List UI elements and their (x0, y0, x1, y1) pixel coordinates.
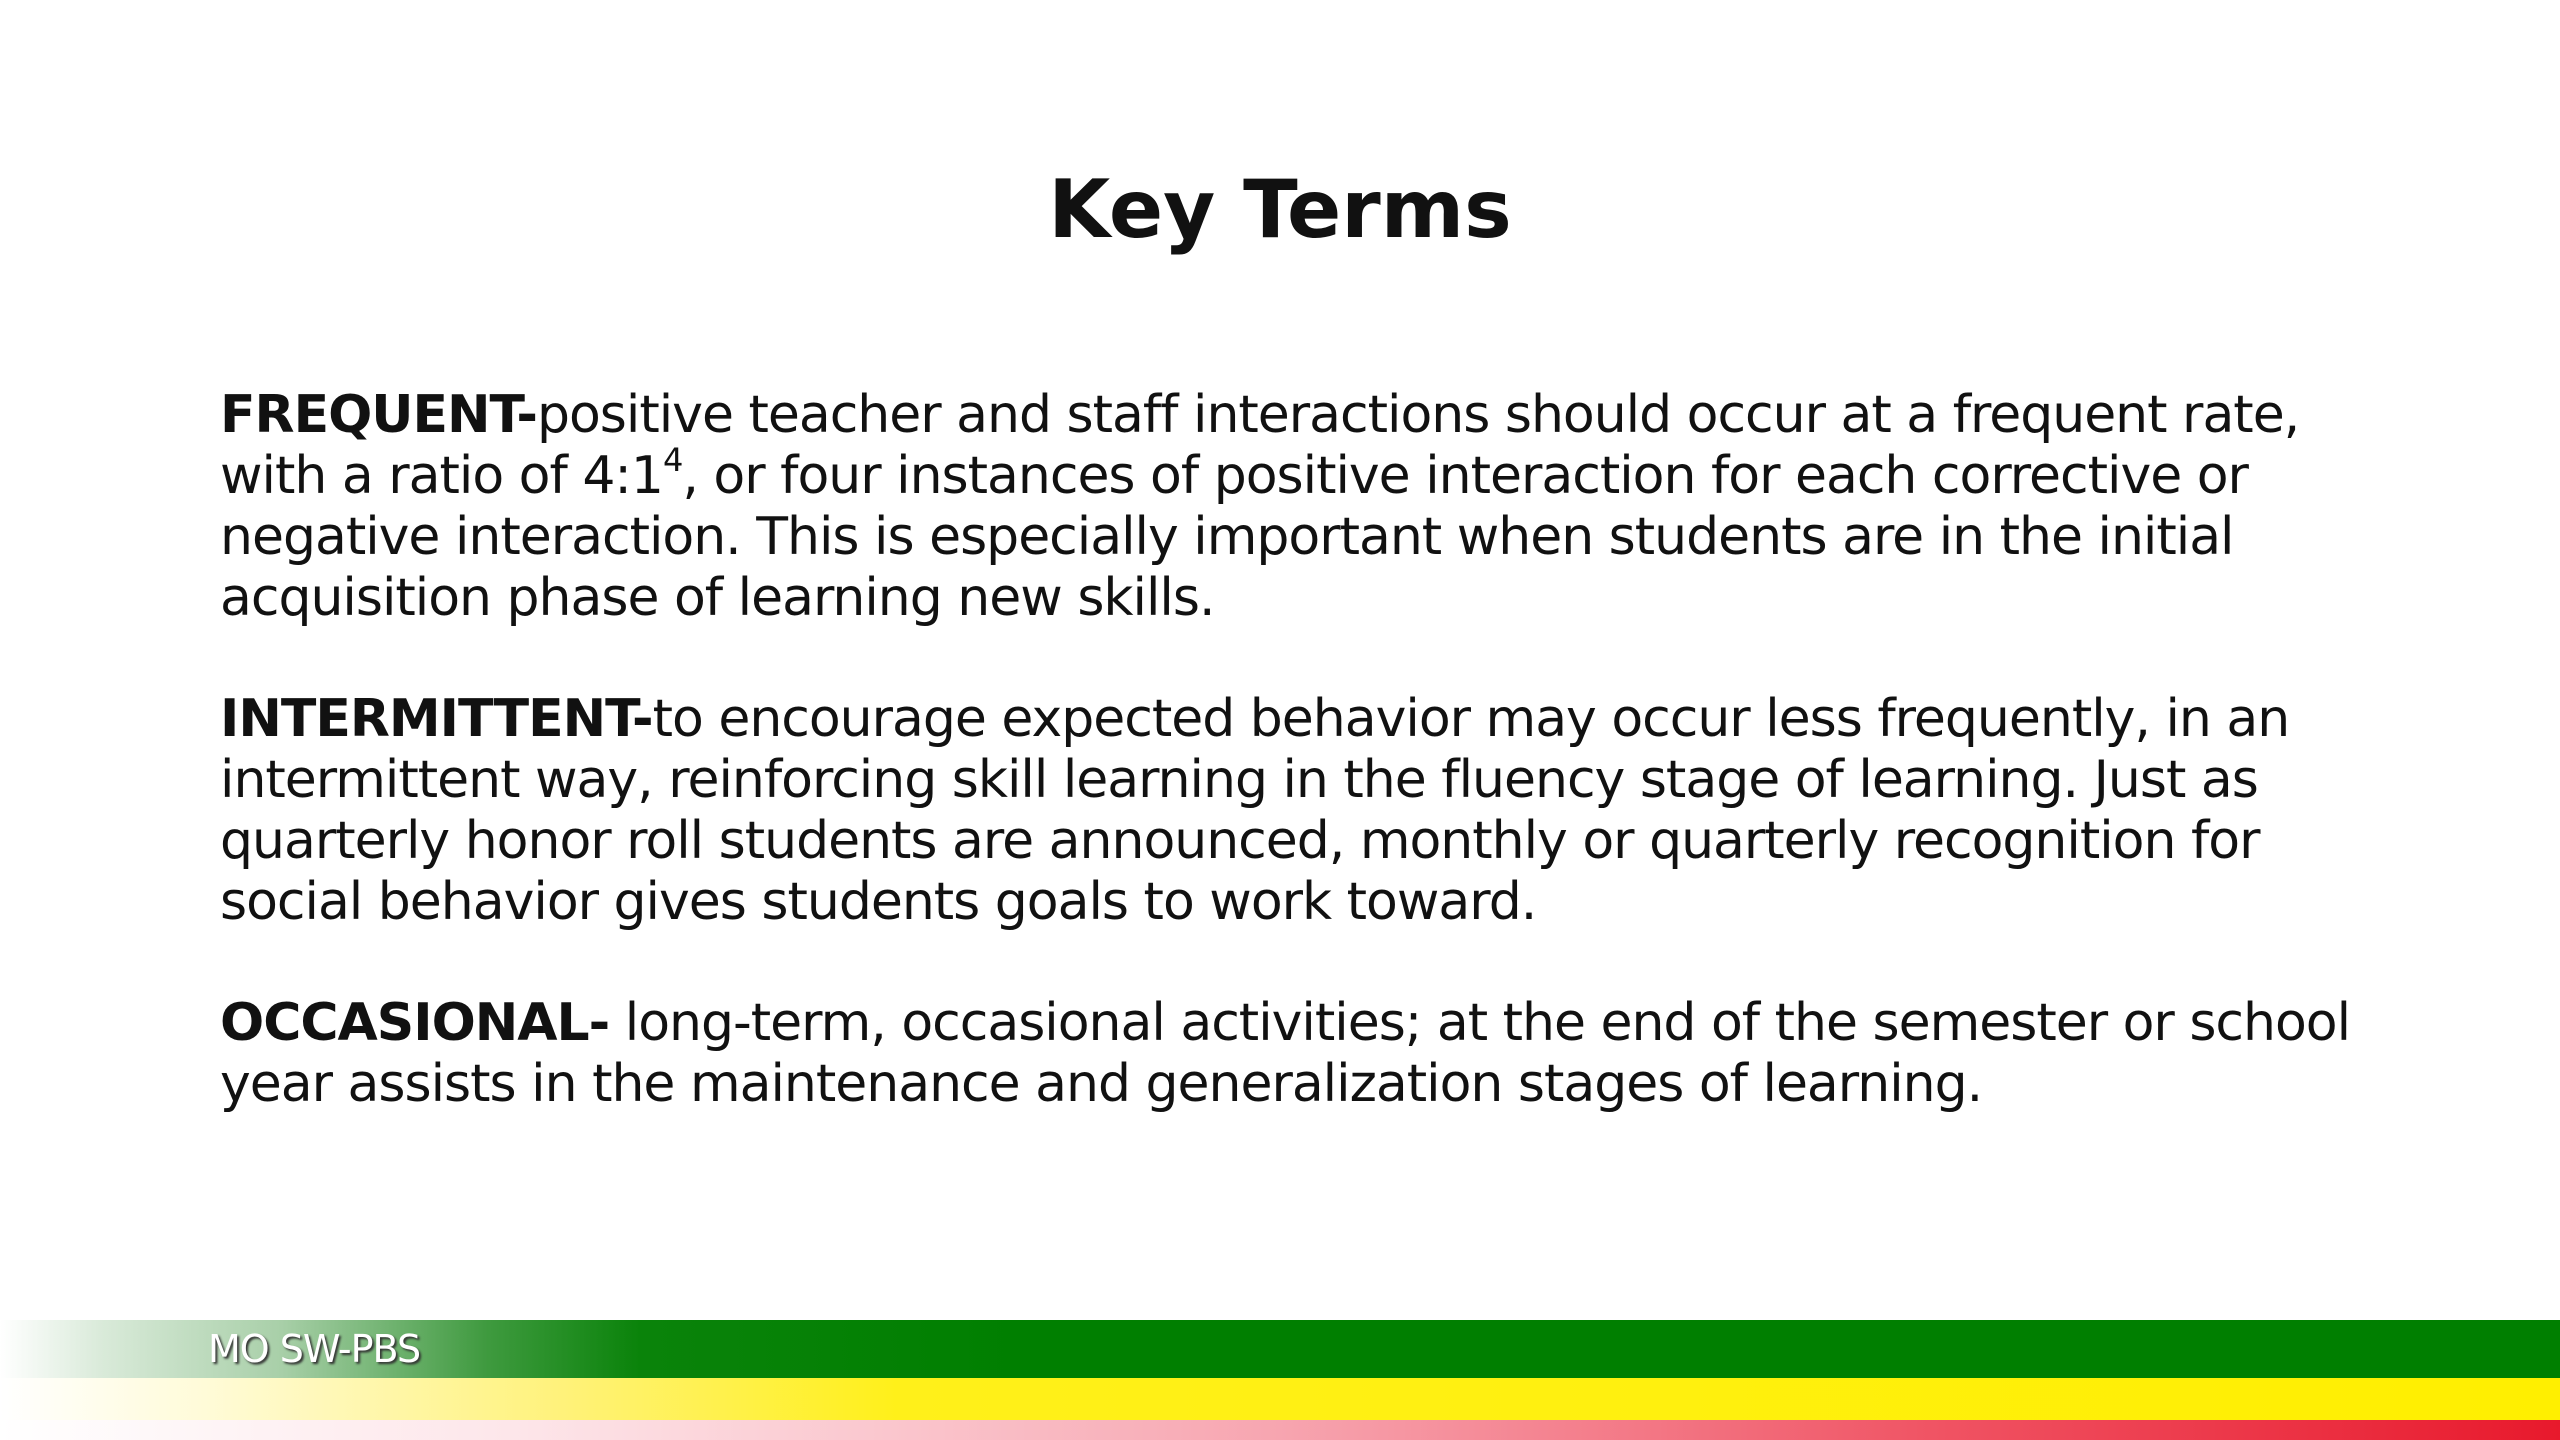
term-name: FREQUENT- (220, 385, 537, 445)
term-definition: long-term, occasional activities; at the end of the semester or school year assists in the maintenance and generalization stages of learning. (220, 993, 2351, 1114)
footnote-reference: 4 (663, 441, 683, 479)
term-definition: positive teacher and staff interactions should occur at a frequent rate, with a ratio of 4:1 (220, 385, 2300, 506)
footer-yellow-band (0, 1378, 2560, 1420)
term-intermittent (220, 689, 2360, 933)
footer-red-band (0, 1420, 2560, 1440)
term-definition: to encourage expected behavior may occur less frequently, in an intermittent way, reinforcing skill learning in the fluency stage of learning. Just as quarterly honor roll students are announced, monthly or quarterly recognition for social behavior gives students goals to work toward. (220, 689, 2290, 932)
footer-label: MO SW-PBS (208, 1327, 421, 1371)
term-name: INTERMITTENT- (220, 689, 653, 749)
term-name: OCCASIONAL- (220, 993, 610, 1053)
term-definition-continued: , or four instances of positive interaction for each corrective or negative interaction. This is especially important when students are in the initial acquisition phase of learning new skills. (220, 446, 2248, 628)
key-terms-list (220, 385, 2360, 1175)
term-occasional (220, 993, 2360, 1115)
slide-title: Key Terms (1048, 163, 1512, 256)
term-frequent (220, 385, 2360, 629)
